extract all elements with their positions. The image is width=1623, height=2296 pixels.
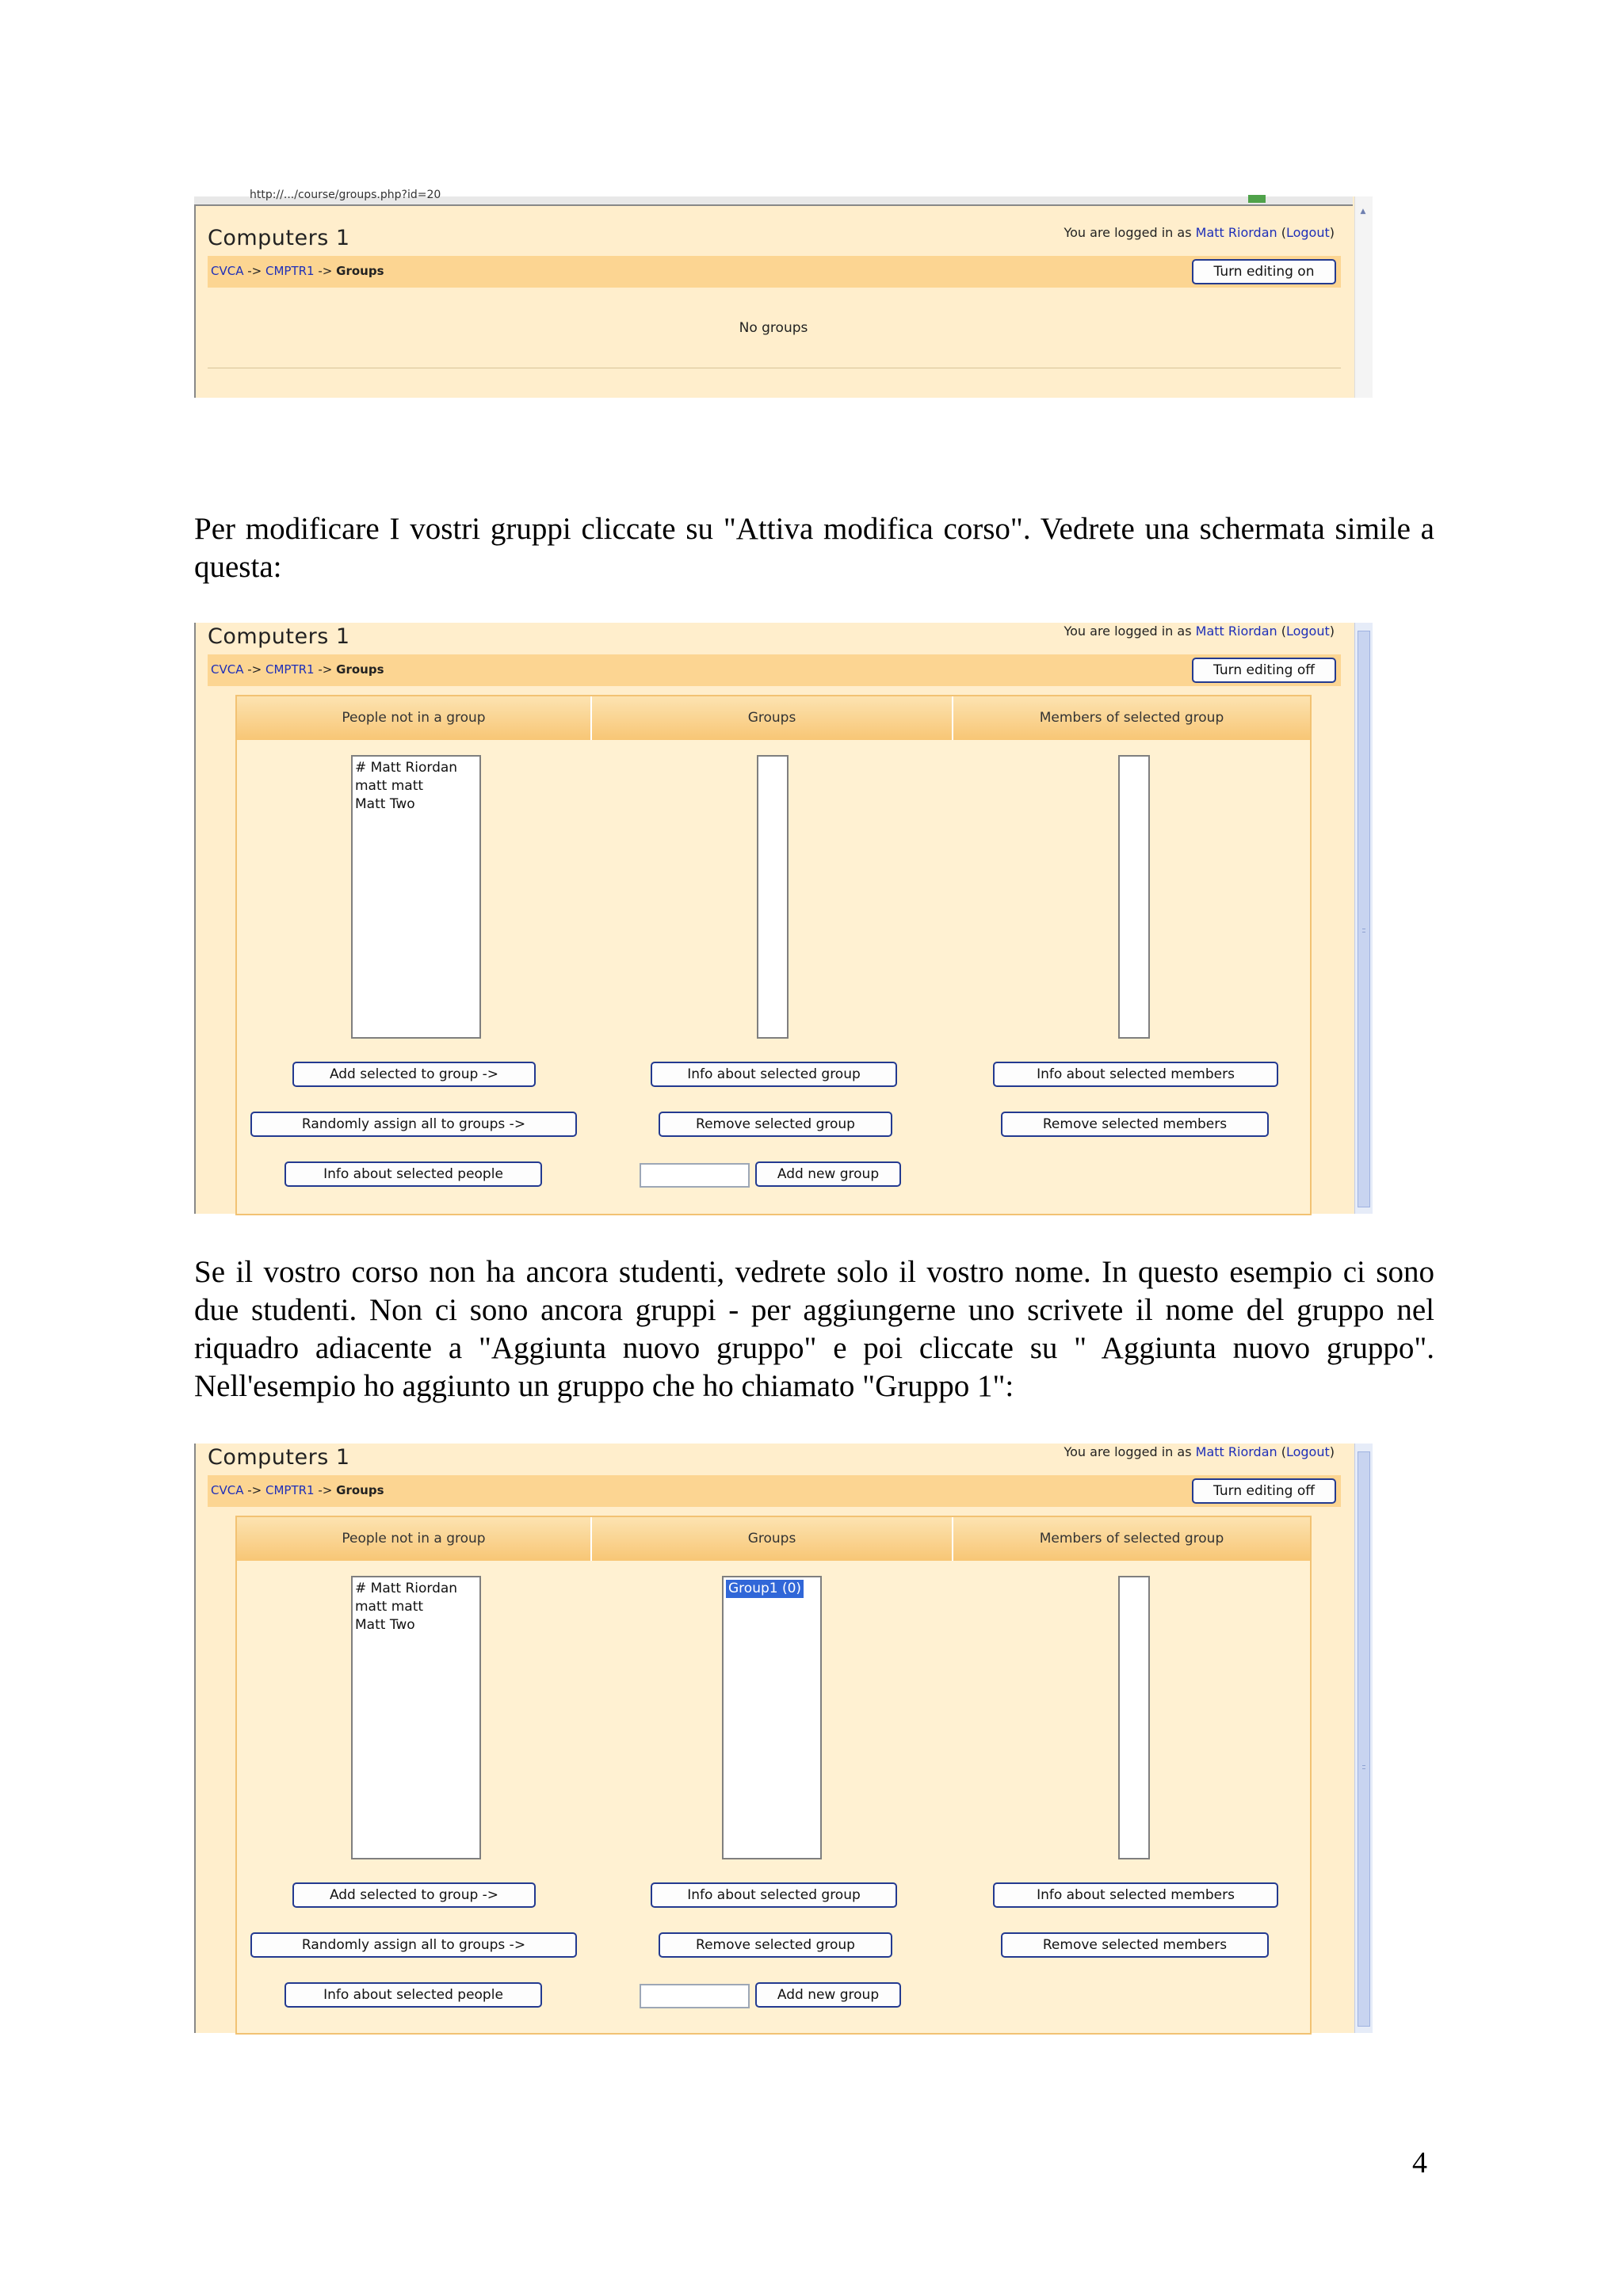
groups-listbox[interactable] xyxy=(722,1576,822,1859)
people-listbox[interactable] xyxy=(351,755,481,1039)
breadcrumb-site-link[interactable]: CVCA xyxy=(211,662,244,677)
login-info: You are logged in as Matt Riordan (Logout) xyxy=(1064,624,1335,639)
randomly-assign-button[interactable]: Randomly assign all to groups -> xyxy=(250,1932,577,1958)
address-text: http://.../course/groups.php?id=20 xyxy=(250,189,441,201)
breadcrumb-course-link[interactable]: CMPTR1 xyxy=(265,1483,315,1497)
breadcrumb-site-link[interactable]: CVCA xyxy=(211,1483,244,1497)
course-title: Computers 1 xyxy=(208,226,350,250)
paragraph-2: Se il vostro corso non ha ancora studenti, vedrete solo il vostro nome. In questo esempio ci sono due studenti. Non ci sono ancora gruppi - per aggiungerne uno scrivete il nome del gruppo nel riquadro adiacente a "Aggiunta nuovo gruppo" e poi cliccate su " Aggiunta nuovo gruppo". Nell'esempio ho aggiunto un gruppo che ho chiamato "Gruppo 1": xyxy=(194,1255,1434,1403)
screenshot-groups-editing xyxy=(194,623,1373,1214)
list-item-selected[interactable]: Group1 (0) xyxy=(726,1580,804,1598)
user-link[interactable]: Matt Riordan xyxy=(1195,624,1277,639)
new-group-name-input[interactable] xyxy=(640,1163,750,1188)
info-selected-members-button[interactable]: Info about selected members xyxy=(993,1882,1278,1908)
scroll-thumb[interactable] xyxy=(1358,631,1370,1207)
breadcrumb: CVCA -> CMPTR1 -> Groups xyxy=(211,264,384,278)
breadcrumb-course-link[interactable]: CMPTR1 xyxy=(265,662,315,677)
navbar xyxy=(208,256,1341,288)
breadcrumb: CVCA -> CMPTR1 -> Groups xyxy=(211,662,384,677)
breadcrumb-current: Groups xyxy=(336,662,384,677)
user-link[interactable]: Matt Riordan xyxy=(1195,1444,1277,1459)
groups-listbox[interactable] xyxy=(757,755,789,1039)
navbar xyxy=(208,654,1341,686)
add-new-group-button[interactable]: Add new group xyxy=(755,1982,901,2008)
breadcrumb-current: Groups xyxy=(336,264,384,278)
add-selected-to-group-button[interactable]: Add selected to group -> xyxy=(292,1062,536,1087)
list-item[interactable]: # Matt Riordan xyxy=(355,1581,458,1596)
members-listbox[interactable] xyxy=(1118,755,1150,1039)
info-selected-group-button[interactable]: Info about selected group xyxy=(651,1062,897,1087)
scroll-grip-icon xyxy=(1362,929,1365,933)
header-groups: Groups xyxy=(592,1517,953,1561)
list-item[interactable]: # Matt Riordan xyxy=(355,760,458,776)
turn-editing-button[interactable]: Turn editing off xyxy=(1192,658,1336,683)
new-group-name-input[interactable] xyxy=(640,1984,750,2008)
address-bar xyxy=(194,189,1353,206)
header-groups: Groups xyxy=(592,696,953,740)
add-selected-to-group-button[interactable]: Add selected to group -> xyxy=(292,1882,536,1908)
people-listbox[interactable] xyxy=(351,1576,481,1859)
navbar xyxy=(208,1475,1341,1507)
login-info: You are logged in as Matt Riordan (Logout) xyxy=(1064,225,1335,240)
login-prefix: You are logged in as xyxy=(1064,225,1192,240)
header-members-of-selected-group: Members of selected group xyxy=(953,1517,1310,1561)
info-selected-members-button[interactable]: Info about selected members xyxy=(993,1062,1278,1087)
login-prefix: You are logged in as xyxy=(1064,1444,1192,1459)
turn-editing-button[interactable]: Turn editing off xyxy=(1192,1478,1336,1504)
remove-selected-group-button[interactable]: Remove selected group xyxy=(659,1932,892,1958)
screenshot-groups-with-group xyxy=(194,1444,1373,2033)
remove-selected-members-button[interactable]: Remove selected members xyxy=(1001,1112,1269,1137)
no-groups-message: No groups xyxy=(739,320,808,336)
list-item[interactable]: Matt Two xyxy=(355,1617,415,1633)
info-selected-people-button[interactable]: Info about selected people xyxy=(285,1161,542,1187)
header-people-not-in-group: People not in a group xyxy=(237,1517,592,1561)
course-title: Computers 1 xyxy=(208,1445,350,1470)
info-selected-people-button[interactable]: Info about selected people xyxy=(285,1982,542,2008)
list-item[interactable]: matt matt xyxy=(355,778,424,794)
course-title: Computers 1 xyxy=(208,624,350,649)
turn-editing-button[interactable]: Turn editing on xyxy=(1192,259,1336,284)
randomly-assign-button[interactable]: Randomly assign all to groups -> xyxy=(250,1112,577,1137)
login-prefix: You are logged in as xyxy=(1064,624,1192,639)
remove-selected-members-button[interactable]: Remove selected members xyxy=(1001,1932,1269,1958)
scroll-grip-icon xyxy=(1362,1765,1365,1769)
screenshot-groups-empty xyxy=(194,189,1373,398)
members-listbox[interactable] xyxy=(1118,1576,1150,1859)
breadcrumb: CVCA -> CMPTR1 -> Groups xyxy=(211,1483,384,1497)
header-people-not-in-group: People not in a group xyxy=(237,696,592,740)
logout-link[interactable]: Logout xyxy=(1285,624,1330,639)
header-members-of-selected-group: Members of selected group xyxy=(953,696,1310,740)
groups-table xyxy=(235,1516,1312,2035)
scrollbar[interactable] xyxy=(1354,196,1373,398)
breadcrumb-site-link[interactable]: CVCA xyxy=(211,264,244,278)
add-new-group-button[interactable]: Add new group xyxy=(755,1161,901,1187)
logout-link[interactable]: Logout xyxy=(1285,225,1330,240)
logout-link[interactable]: Logout xyxy=(1285,1444,1330,1459)
user-link[interactable]: Matt Riordan xyxy=(1195,225,1277,240)
scroll-thumb[interactable] xyxy=(1358,1451,1370,2027)
info-selected-group-button[interactable]: Info about selected group xyxy=(651,1882,897,1908)
scroll-up-icon[interactable]: ▲ xyxy=(1360,208,1366,215)
login-info: You are logged in as Matt Riordan (Logout) xyxy=(1064,1444,1335,1459)
breadcrumb-current: Groups xyxy=(336,1483,384,1497)
page-number: 4 xyxy=(1412,2146,1427,2180)
scrollbar[interactable] xyxy=(1354,623,1373,1214)
breadcrumb-course-link[interactable]: CMPTR1 xyxy=(265,264,315,278)
list-item[interactable]: Matt Two xyxy=(355,796,415,812)
paragraph-1: Per modificare I vostri gruppi cliccate su "Attiva modifica corso". Vedrete una schermata simile a questa: xyxy=(194,512,1434,584)
scrollbar[interactable] xyxy=(1354,1444,1373,2033)
go-icon xyxy=(1248,195,1266,203)
list-item[interactable]: matt matt xyxy=(355,1599,424,1615)
groups-table xyxy=(235,695,1312,1215)
remove-selected-group-button[interactable]: Remove selected group xyxy=(659,1112,892,1137)
